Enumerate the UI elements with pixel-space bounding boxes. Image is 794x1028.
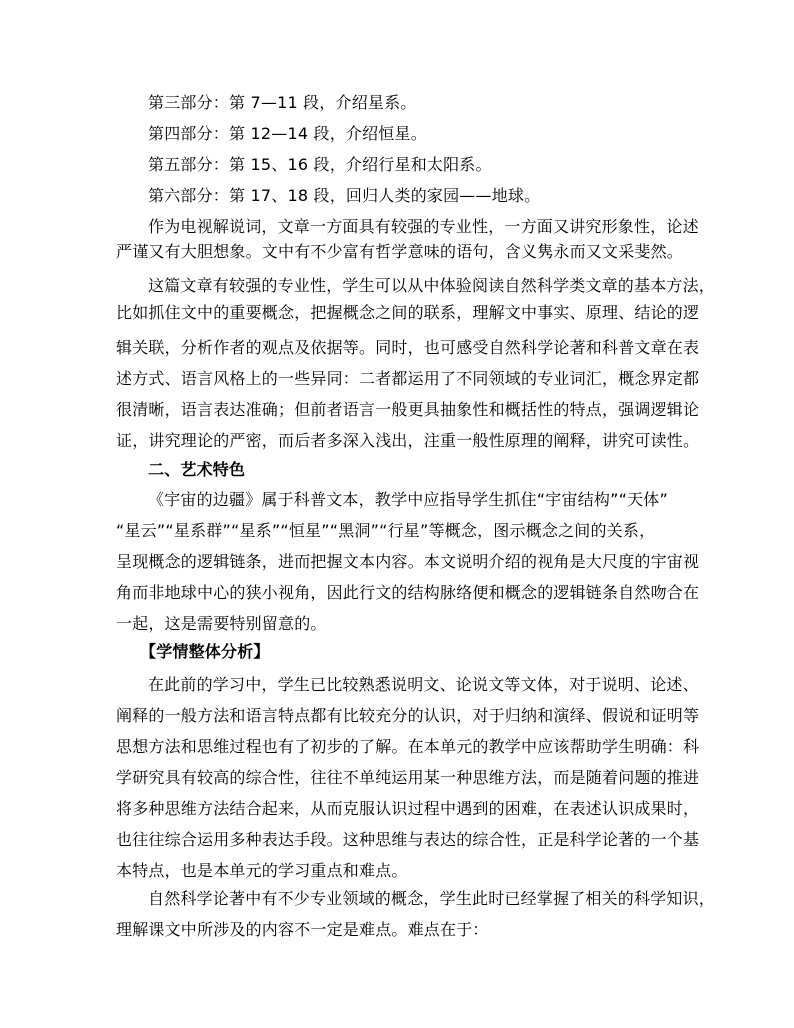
- text-line: 也往往综合运用多种表达手段。这种思维与表达的综合性，正是科学论著的一个基: [116, 830, 700, 849]
- text-line: 在此前的学习中，学生已比较熟悉说明文、论说文等文体，对于说明、论述、: [148, 675, 699, 694]
- text-line: 第三部分：第 7—11 段，介绍星系。: [148, 93, 417, 112]
- text-line: 《宇宙的边疆》属于科普文本，教学中应指导学生抓住“宇宙结构”“天体”: [148, 490, 668, 509]
- text-line: 严谨又有大胆想象。文中有不少富有哲学意味的语句，含义隽永而又文采斐然。: [116, 242, 684, 261]
- text-line: 将多种思维方法结合起来，从而克服认识过程中遇到的困难，在表述认识成果时，: [116, 799, 700, 818]
- text-line: 述方式、语言风格上的一些异同：二者都运用了不同领域的专业词汇，概念界定都: [116, 369, 700, 388]
- section-heading: 二、艺术特色: [148, 460, 246, 479]
- text-line: 理解课文中所涉及的内容不一定是难点。难点在于：: [116, 920, 489, 939]
- text-line: 一起，这是需要特别留意的。: [116, 614, 327, 633]
- text-line: 作为电视解说词，文章一方面具有较强的专业性，一方面又讲究形象性，论述: [148, 217, 699, 236]
- text-line: 自然科学论著中有不少专业领域的概念，学生此时已经掌握了相关的科学知识，: [148, 889, 716, 908]
- text-line: 第六部分：第 17、18 段，回归人类的家园——地球。: [148, 186, 541, 205]
- text-line: 辑关联，分析作者的观点及依据等。同时，也可感受自然科学论著和科普文章在表: [116, 338, 700, 357]
- text-line: 第四部分：第 12—14 段，介绍恒星。: [148, 124, 427, 143]
- text-line: “星云”“星系群”“星系”“恒星”“黑洞”“行星”等概念，图示概念之间的关系，: [116, 521, 656, 540]
- text-line: 很清晰，语言表达准确；但前者语言一般更具抽象性和概括性的特点，强调逻辑论: [116, 400, 700, 419]
- section-heading: 【学情整体分析】: [140, 642, 270, 661]
- text-line: 证，讲究理论的严密，而后者多深入浅出，注重一般性原理的阐释，讲究可读性。: [116, 431, 700, 450]
- text-line: 思想方法和思维过程也有了初步的了解。在本单元的教学中应该帮助学生明确：科: [116, 737, 700, 756]
- text-line: 阐释的一般方法和语言特点都有比较充分的认识，对于归纳和演绎、假说和证明等: [116, 706, 700, 725]
- text-line: 比如抓住文中的重要概念，把握概念之间的联系，理解文中事实、原理、结论的逻: [116, 303, 700, 322]
- text-line: 第五部分：第 15、16 段，介绍行星和太阳系。: [148, 155, 492, 174]
- text-line: 角而非地球中心的狭小视角，因此行文的结构脉络便和概念的逻辑链条自然吻合在: [116, 583, 700, 602]
- text-line: 本特点，也是本单元的学习重点和难点。: [116, 861, 408, 880]
- text-line: 这篇文章有较强的专业性，学生可以从中体验阅读自然科学类文章的基本方法，: [148, 276, 716, 295]
- text-line: 学研究具有较高的综合性，往往不单纯运用某一种思维方法，而是随着问题的推进: [116, 768, 700, 787]
- text-line: 呈现概念的逻辑链条，进而把握文本内容。本文说明介绍的视角是大尺度的宇宙视: [116, 552, 700, 571]
